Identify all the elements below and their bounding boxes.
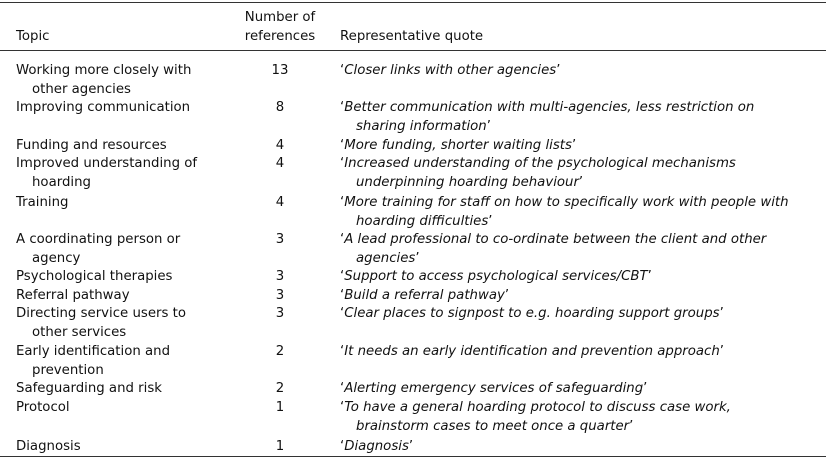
topic-line: Protocol — [16, 400, 70, 415]
topic-line: A coordinating person or — [16, 232, 181, 247]
topic-line: Early identification and — [16, 344, 171, 359]
quote-line-continued: hoarding difficulties — [356, 213, 489, 229]
table-row-topic — [16, 287, 130, 306]
topic-line-continued: other agencies — [32, 81, 131, 97]
quote-line-continued-wrap: sharing information’ — [356, 118, 491, 134]
table-row-quote: ‘Support to access psychological services/CBT’ — [340, 269, 652, 284]
table-row-topic — [16, 380, 162, 399]
table-row-references: 3 — [275, 232, 285, 247]
topic-line: Referral pathway — [16, 288, 130, 303]
header-representative-quote: Representative quote — [340, 29, 484, 44]
table-row-references: 2 — [275, 344, 285, 359]
table-row-quote: ‘Diagnosis’ — [340, 439, 414, 454]
table-row-quote: ‘Better communication with multi-agencies, less restriction on sharing information’ — [340, 99, 754, 136]
table-row-topic — [16, 194, 68, 213]
quote-line-continued-wrap: hoarding difficulties’ — [356, 213, 493, 229]
topic-line: Training — [16, 195, 69, 210]
table-row-references: 4 — [275, 156, 285, 171]
table-row-quote: ‘Build a referral pathway’ — [340, 288, 510, 303]
table-row-topic — [16, 62, 191, 99]
topic-line: Psychological therapies — [16, 269, 173, 284]
table-row-references: 4 — [275, 138, 285, 153]
quote-line-continued: brainstorm cases to meet once a quarter — [356, 418, 630, 434]
table-row-quote: ‘Alerting emergency services of safeguarding’ — [340, 381, 648, 396]
table-row-quote: ‘A lead professional to co-ordinate between the client and other agencies’ — [340, 231, 766, 268]
table-row-topic — [16, 137, 167, 156]
quote-line: Better communication with multi-agencies, less restriction on — [344, 100, 755, 115]
quote-line: Alerting emergency services of safeguarding — [344, 381, 644, 396]
table-top-rule — [0, 2, 826, 3]
topic-line: Improved understanding of — [16, 156, 198, 171]
table-row-topic — [16, 343, 170, 380]
topic-line-continued: prevention — [32, 362, 104, 378]
quote-line-continued: agencies — [356, 250, 416, 266]
table-row-topic — [16, 268, 172, 287]
header-bottom-rule — [0, 50, 826, 51]
quote-line: Build a referral pathway — [344, 288, 505, 303]
topic-line-continued: agency — [32, 250, 81, 266]
table-row-quote: ‘More training for staff on how to specifically work with people with hoarding difficulties’ — [340, 194, 789, 231]
table-row-references: 3 — [275, 306, 285, 321]
table-row-references: 1 — [275, 439, 285, 454]
quote-line: Increased understanding of the psychological mechanisms — [344, 156, 736, 171]
topic-line: Safeguarding and risk — [16, 381, 162, 396]
table-row-references: 4 — [275, 195, 285, 210]
table-row-quote: ‘It needs an early identification and prevention approach’ — [340, 344, 725, 359]
quote-line: Diagnosis — [344, 439, 409, 454]
topic-line: Diagnosis — [16, 439, 81, 454]
header-num-line1: Number of — [244, 10, 316, 25]
quote-line-continued-wrap: agencies’ — [356, 250, 420, 266]
topic-line: Directing service users to — [16, 306, 186, 321]
table-row-quote: ‘To have a general hoarding protocol to discuss case work, brainstorm cases to meet once a quarter’ — [340, 399, 731, 436]
topic-line: Improving communication — [16, 100, 191, 115]
table-row-quote: ‘Closer links with other agencies’ — [340, 63, 561, 78]
table-row-topic — [16, 305, 186, 342]
quote-line: More funding, shorter waiting lists — [344, 138, 572, 153]
table-row-references: 1 — [275, 400, 285, 415]
table-row-references: 3 — [275, 288, 285, 303]
header-topic: Topic — [16, 29, 50, 44]
table-row-quote: ‘Increased understanding of the psychological mechanisms underpinning hoarding behaviour’ — [340, 155, 736, 192]
table-row-topic — [16, 399, 70, 418]
table-row-quote: ‘More funding, shorter waiting lists’ — [340, 138, 577, 153]
table-row-references: 3 — [275, 269, 285, 284]
topic-line: Funding and resources — [16, 138, 167, 153]
quote-line: More training for staff on how to specifically work with people with — [344, 195, 789, 210]
table-row-references: 2 — [275, 381, 285, 396]
table-row-topic — [16, 155, 197, 192]
header-num-line2: references — [244, 28, 316, 44]
quote-line-continued-wrap: underpinning hoarding behaviour’ — [356, 174, 584, 190]
table-row-topic — [16, 438, 81, 457]
quote-line-continued: sharing information — [356, 118, 487, 134]
topic-line-continued: hoarding — [32, 174, 91, 190]
topic-line: Working more closely with — [16, 63, 192, 78]
quote-line: Clear places to signpost to e.g. hoarding support groups — [344, 306, 720, 321]
table-row-quote: ‘Clear places to signpost to e.g. hoarding support groups’ — [340, 306, 724, 321]
table-row-topic — [16, 99, 190, 118]
header-number-of-references — [240, 9, 320, 46]
table-row-references: 13 — [271, 63, 289, 78]
quote-line: To have a general hoarding protocol to discuss case work, — [344, 400, 731, 415]
table-row-topic — [16, 231, 180, 268]
quote-line: Support to access psychological services/CBT — [344, 269, 648, 284]
quote-line: A lead professional to co-ordinate between the client and other — [344, 232, 767, 247]
quote-line: It needs an early identification and prevention approach — [344, 344, 720, 359]
quote-line-continued: underpinning hoarding behaviour — [356, 174, 579, 190]
quote-line: Closer links with other agencies — [344, 63, 557, 78]
topic-line-continued: other services — [32, 324, 127, 340]
table-row-references: 8 — [275, 100, 285, 115]
quote-line-continued-wrap: brainstorm cases to meet once a quarter’ — [356, 418, 634, 434]
